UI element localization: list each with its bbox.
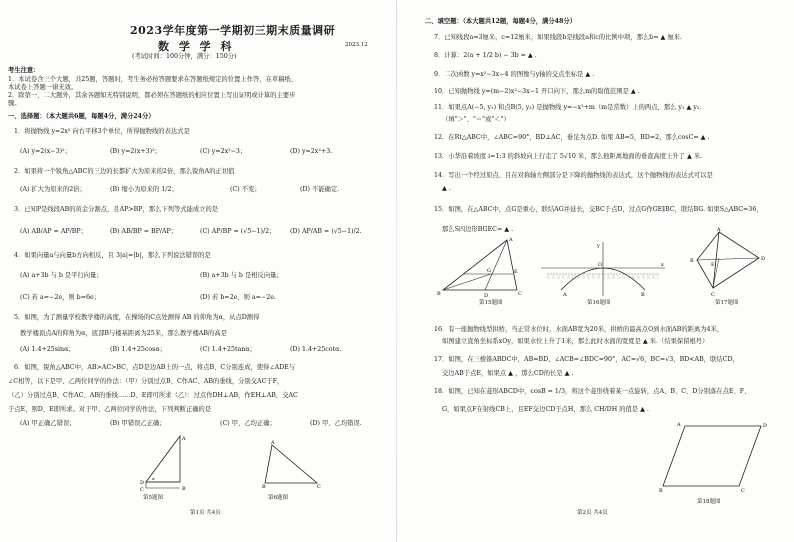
section-2-heading: 二、填空题：（本大题共12题，每题4分，满分48分）: [425, 18, 576, 25]
q1-stem: 1．将抛物线 y=2x² 向右平移3个单位，所得抛物线的表达式是: [14, 128, 190, 135]
svg-text:E: E: [514, 269, 518, 275]
q3-stem: 3．已知P是线段AB的黄金分割点，且AP>BP，那么下列等式能成立的是: [14, 206, 219, 213]
q6-option-a: (A) 甲正确乙错误；: [20, 420, 76, 427]
notice-heading: 考生注意：: [8, 67, 40, 74]
figure-5: [140, 432, 200, 492]
notice-line: 1．本试卷含三个大题，共25题，答题时，考生务必按答题要求在答题纸规定的位置上作答，在草稿纸、: [8, 76, 298, 83]
svg-text:D: D: [484, 293, 489, 299]
q11-line: （填"＞"、"＝"或"＜"）: [442, 116, 510, 123]
figure-15-caption: 第15题图: [479, 300, 503, 306]
page-footer: 第1页 共4页: [190, 510, 221, 516]
q7: 7．已知线段a=3厘米，c=12厘米，如果线段b是线段a和c的比例中项，那么b= ▲ 厘米.: [434, 34, 682, 41]
exam-info: (考试时间：100分钟，满分：150分): [132, 53, 237, 60]
q5-option-d: (D) 1.4+25cotα.: [290, 346, 342, 353]
q2-stem: 2．如果将一个锐角△ABC的三边的长都扩大为原来的2倍，那么锐角A的正切值: [14, 168, 235, 175]
q9: 9．二次函数 y=x²−3x−4 的图像与y轴的交点坐标是 ▲ .: [434, 71, 595, 78]
q6-line: 6．如图，锐角△ABC中，AB>AC>BC，点D是边AB上的一点，将点B、C分别连成，使得∠ADE与: [14, 364, 296, 371]
q6-line: ∠C相等，以下是甲、乙两位同学的作法：（甲）分别过点B、C作AC、AB的垂线，分别交AC于F，: [8, 378, 284, 385]
svg-text:A: A: [717, 227, 721, 233]
q6-option-d: (D) 甲、乙均错误.: [310, 420, 362, 427]
svg-text:B: B: [641, 292, 645, 298]
q13: 13．小华沿着坡度 i=1:3 的斜坡向上行走了 5√10 米，那么他距离地面的垂直高度上升了 ▲ 米.: [434, 153, 703, 160]
q5-option-a: (A) 1.4+25sinα；: [20, 346, 75, 353]
q2-option-a: (A) 扩大为原来的2倍；: [20, 186, 86, 193]
q6-line: （乙）分别过点B、C作AC、AB的垂线……D、E即可所求（乙）：过点作DH⊥AB，作EH⊥AB，交AC: [8, 392, 298, 399]
svg-text:y: y: [597, 243, 600, 249]
notice-line: 本试卷上答题一律无效。: [8, 84, 78, 91]
q17-line: 17．如图，在三棱锥ABDC中，AB=BD，∠ACB=∠BDC=90°，AC=√6，BC=√3，BD<AB，联结CD，: [434, 356, 739, 363]
q15-line: 那么S四边形BGEC= ▲ .: [442, 226, 514, 233]
svg-text:O: O: [598, 262, 603, 268]
q18-line: 18．如图，已知在菱形ABCD中，cosB = 1/3，将这个菱形绕着某一点旋转，点A、B、C、D分别落在点E、F、: [434, 388, 751, 395]
subject-title: 数 学 学 科: [158, 40, 235, 53]
q16-line: 16．有一座抛物线型拱桥，当正常水位时，水面AB宽为20米，拱桥的最高点O到水面AB的距离为4米，: [434, 326, 724, 333]
notice-line: 2．除第一、二大题外，其余各题如无特别说明，都必须在答题纸的相应位置上写出证明或计算的主要步: [8, 92, 296, 99]
figure-16: [537, 238, 667, 298]
q6-option-b: (B) 甲错误乙正确；: [110, 420, 166, 427]
q14-line: 14．写出一个经过原点、且在对称轴左侧部分是下降的抛物线的表达式，这个抛物线的表达式可以是: [434, 172, 713, 179]
svg-text:C: C: [140, 487, 144, 493]
section-1-heading: 一、选择题：（本大题共6题，每题4分，满分24分）: [8, 113, 155, 120]
figure-6-caption: 第6题图: [268, 495, 288, 501]
svg-text:B: B: [262, 484, 266, 490]
figure-17-caption: 第17题图: [715, 300, 739, 306]
figure-18-caption: 第18题图: [697, 499, 721, 505]
svg-text:B: B: [182, 486, 186, 492]
q2-option-c: (C) 不变；: [230, 186, 261, 193]
figure-6: [262, 440, 322, 490]
q18-line: G，如果点F在射线CB上，且EF交边CD于点H，那么 CH/DH 的值是 ▲ .: [442, 406, 649, 413]
svg-text:E: E: [711, 262, 715, 268]
figure-18: [659, 420, 769, 495]
q15-line: 15．如图，在△ABC中，点G是重心，联结AG并延长，交BC于点D，过点G作GE∥BC，联结BG. 如果S△ABC=36，: [434, 206, 763, 213]
svg-text:C: C: [518, 291, 522, 297]
figure-17: [689, 228, 769, 300]
q14-line: ▲ .: [442, 185, 451, 192]
q5-option-b: (B) 1.4+25cosα；: [110, 346, 166, 353]
vertex-label-a: A: [677, 422, 681, 428]
svg-text:A: A: [509, 237, 513, 243]
q17-line: 交边AB于点E，如果点 ▲ ，那么CD的长是 ▲ .: [442, 370, 574, 377]
q1-option-d: (D) y=2x²+3.: [290, 148, 333, 155]
q11-line: 11．如果点A(−5, y₁) 和点B(5, y₂) 是抛物线 y=−x²+m（m是常数）上的两点，那么 y₁ ▲ y₂.: [434, 104, 702, 111]
svg-text:D: D: [140, 480, 145, 486]
notice-line: 骤。: [8, 100, 21, 107]
figure-15: [437, 236, 527, 298]
q12: 12．在Rt△ABC中，∠ABC=90°，BD⊥AC，垂足为点D. 如果 AB=5，BD=2，那么cosC= ▲ .: [434, 134, 710, 141]
svg-text:A: A: [182, 436, 186, 442]
q3-option-d: (D) AP/AB = (√5−1)/2.: [290, 228, 362, 235]
exam-page-2: [397, 0, 794, 542]
q5-line: 教学楼顶点A的仰角为α，底部B与楼基距离为25米，那么教学楼AB的高是: [20, 330, 227, 337]
q2-option-b: (B) 缩小为原来的 1/2；: [110, 186, 178, 193]
exam-date: 2023.12: [345, 42, 368, 48]
svg-text:x: x: [661, 262, 664, 268]
vertex-label-d: D: [763, 423, 768, 429]
svg-text:C: C: [711, 292, 715, 298]
page-footer: 第2页 共4页: [577, 510, 608, 516]
q1-option-a: (A) y=2(x−3)²；: [20, 148, 71, 155]
svg-text:A: A: [563, 292, 567, 298]
q4-stem: 4．如果向量a与向量b方向相反，且 3|a|=|b|，那么下列说法错误的是: [14, 252, 211, 259]
q4-option-c: (C) 若 a=−2e，则 b=6e；: [20, 294, 101, 301]
q6-line: 于点E，则D、E即所求。对于甲、乙两位同学的作法，下列判断正确的是: [8, 406, 212, 413]
q10: 10．已知抛物线 y=(m−2)x²−3x−1 开口向下，那么m的取值范围是 ▲ .: [434, 88, 640, 95]
q8: 8．计算：2(a + 1/2 b) − 3b = ▲ .: [434, 52, 537, 59]
figure-16-caption: 第16题图: [587, 300, 611, 306]
svg-text:α: α: [152, 476, 155, 481]
svg-text:C: C: [317, 484, 321, 490]
vertex-label-b: B: [659, 488, 663, 494]
q1-option-b: (B) y=2(x+3)²；: [110, 148, 161, 155]
q5-option-c: (C) 1.4+25tanα；: [200, 346, 256, 353]
q3-option-b: (B) AB/BP = BP/AP；: [110, 228, 178, 235]
q3-option-c: (C) AP/BP = (√5−1)/2；: [200, 228, 276, 235]
q6-option-c: (C) 甲、乙均正确；: [220, 420, 276, 427]
svg-text:D: D: [761, 256, 766, 262]
svg-text:A: A: [271, 440, 275, 446]
q4-option-b: (B) a+3b 与 b 是相反向量；: [200, 272, 283, 279]
svg-text:B: B: [690, 258, 694, 264]
vertex-label-c: C: [741, 488, 745, 494]
q16-line: 如图建立直角坐标系xOy，如果水位上升了1米，那么此时水面的宽度是 ▲ 米.（结果保留根号）: [442, 338, 709, 345]
q2-option-d: (D) 不能确定.: [300, 186, 340, 193]
q5-line: 5．如图，为了测量学校教学楼的高度，在操场的C点处测得 AB 的仰角为α，从点D测得: [14, 314, 260, 321]
svg-text:B: B: [437, 291, 441, 297]
q3-option-a: (A) AB/AP = AP/BP；: [20, 228, 87, 235]
q4-option-a: (A) a+3b 与 b 是平行向量；: [20, 272, 103, 279]
exam-title: 2023学年度第一学期初三期末质量调研: [130, 24, 336, 37]
q4-option-d: (D) 若 b=2e，则 a=−2e.: [200, 294, 276, 301]
q1-option-c: (C) y=2x²−3；: [200, 148, 247, 155]
figure-5-caption: 第5题图: [143, 495, 163, 501]
svg-text:G: G: [487, 268, 491, 274]
